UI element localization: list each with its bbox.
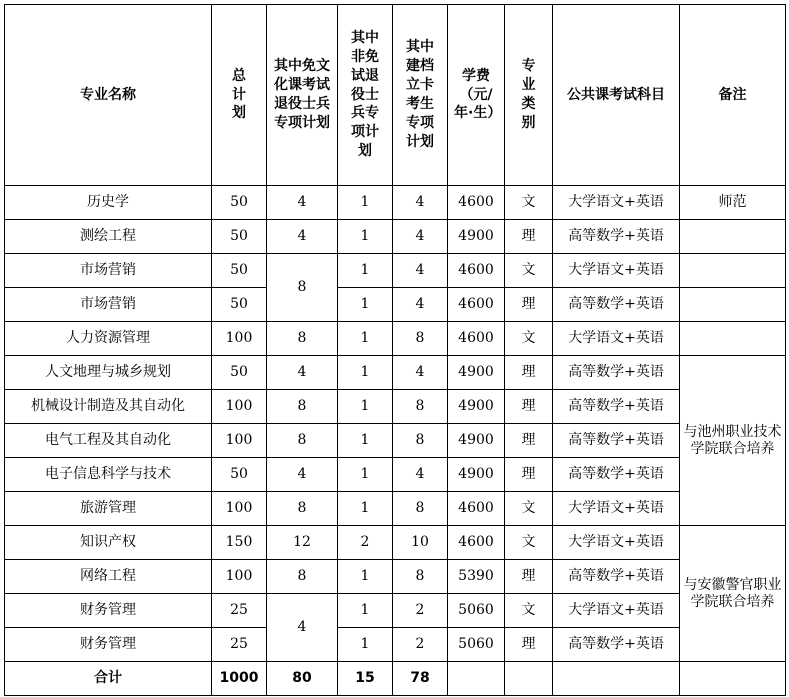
cell-total: 100 <box>212 492 267 526</box>
cell-category: 文 <box>505 594 553 628</box>
table-row <box>5 390 786 424</box>
cell-exempt: 4 <box>267 186 338 220</box>
cell-category: 文 <box>505 492 553 526</box>
cell-poverty: 2 <box>393 594 448 628</box>
cell-subjects: 高等数学+英语 <box>553 288 680 322</box>
cell-exempt: 8 <box>267 560 338 594</box>
cell-exempt: 4 <box>267 220 338 254</box>
cell-major: 网络工程 <box>5 560 212 594</box>
cell-total: 100 <box>212 560 267 594</box>
cell-category: 文 <box>505 322 553 356</box>
cell-poverty: 8 <box>393 560 448 594</box>
cell-category: 理 <box>505 628 553 662</box>
cell-exempt: 4 <box>267 594 338 662</box>
cell-nonexempt: 1 <box>338 594 393 628</box>
cell-major: 电子信息科学与技术 <box>5 458 212 492</box>
cell-category: 文 <box>505 526 553 560</box>
cell-poverty: 4 <box>393 186 448 220</box>
cell-exempt: 8 <box>267 322 338 356</box>
cell-fee: 4600 <box>448 492 505 526</box>
cell-remark-chizhou: 与池州职业技术学院联合培养 <box>680 356 786 526</box>
header-subjects: 公共课考试科目 <box>553 5 680 186</box>
cell-total: 25 <box>212 594 267 628</box>
cell-category: 文 <box>505 186 553 220</box>
cell-major: 人力资源管理 <box>5 322 212 356</box>
header-remark: 备注 <box>680 5 786 186</box>
cell-poverty: 8 <box>393 390 448 424</box>
total-label: 合计 <box>5 662 212 696</box>
cell-poverty: 8 <box>393 424 448 458</box>
table-row <box>5 254 786 288</box>
cell-subjects: 高等数学+英语 <box>553 628 680 662</box>
header-total: 总计划 <box>212 5 267 186</box>
cell-major: 财务管理 <box>5 594 212 628</box>
cell-exempt: 12 <box>267 526 338 560</box>
cell-major: 旅游管理 <box>5 492 212 526</box>
cell-subjects: 高等数学+英语 <box>553 560 680 594</box>
cell-category: 理 <box>505 390 553 424</box>
cell-exempt: 8 <box>267 390 338 424</box>
cell-exempt: 4 <box>267 458 338 492</box>
cell-fee: 4900 <box>448 424 505 458</box>
cell-major: 市场营销 <box>5 288 212 322</box>
table-row <box>5 594 786 628</box>
total-subjects <box>553 662 680 696</box>
total-category <box>505 662 553 696</box>
cell-subjects: 高等数学+英语 <box>553 390 680 424</box>
cell-subjects: 大学语文+英语 <box>553 594 680 628</box>
table-row <box>5 356 786 390</box>
cell-poverty: 10 <box>393 526 448 560</box>
table-row <box>5 186 786 220</box>
cell-remark <box>680 254 786 288</box>
table-row <box>5 220 786 254</box>
cell-remark <box>680 220 786 254</box>
cell-nonexempt: 1 <box>338 220 393 254</box>
total-fee <box>448 662 505 696</box>
cell-nonexempt: 1 <box>338 186 393 220</box>
cell-fee: 4900 <box>448 356 505 390</box>
header-row <box>5 5 786 186</box>
cell-subjects: 高等数学+英语 <box>553 424 680 458</box>
cell-category: 理 <box>505 560 553 594</box>
table-row <box>5 322 786 356</box>
total-exempt: 80 <box>267 662 338 696</box>
cell-nonexempt: 2 <box>338 526 393 560</box>
header-fee: 学费（元/年·生） <box>448 5 505 186</box>
cell-poverty: 4 <box>393 254 448 288</box>
cell-total: 50 <box>212 254 267 288</box>
cell-poverty: 8 <box>393 322 448 356</box>
total-nonexempt: 15 <box>338 662 393 696</box>
cell-total: 150 <box>212 526 267 560</box>
header-category: 专业类别 <box>505 5 553 186</box>
cell-nonexempt: 1 <box>338 424 393 458</box>
cell-total: 50 <box>212 356 267 390</box>
cell-major: 人文地理与城乡规划 <box>5 356 212 390</box>
cell-category: 理 <box>505 220 553 254</box>
cell-category: 文 <box>505 254 553 288</box>
cell-nonexempt: 1 <box>338 492 393 526</box>
cell-nonexempt: 1 <box>338 560 393 594</box>
cell-nonexempt: 1 <box>338 356 393 390</box>
cell-nonexempt: 1 <box>338 458 393 492</box>
cell-exempt: 8 <box>267 424 338 458</box>
cell-major: 知识产权 <box>5 526 212 560</box>
cell-remark <box>680 288 786 322</box>
cell-subjects: 高等数学+英语 <box>553 220 680 254</box>
table-row <box>5 560 786 594</box>
cell-subjects: 大学语文+英语 <box>553 254 680 288</box>
cell-nonexempt: 1 <box>338 288 393 322</box>
cell-major: 历史学 <box>5 186 212 220</box>
cell-category: 理 <box>505 356 553 390</box>
cell-poverty: 4 <box>393 288 448 322</box>
cell-exempt: 8 <box>267 492 338 526</box>
cell-fee: 4900 <box>448 458 505 492</box>
header-exempt-veteran: 其中免文化课考试退役士兵专项计划 <box>267 5 338 186</box>
enrollment-plan-table <box>4 4 786 696</box>
cell-major: 市场营销 <box>5 254 212 288</box>
cell-nonexempt: 1 <box>338 390 393 424</box>
cell-remark: 师范 <box>680 186 786 220</box>
cell-fee: 4600 <box>448 322 505 356</box>
table-row <box>5 526 786 560</box>
cell-poverty: 8 <box>393 492 448 526</box>
cell-subjects: 大学语文+英语 <box>553 526 680 560</box>
cell-total: 50 <box>212 186 267 220</box>
table-row <box>5 424 786 458</box>
cell-subjects: 大学语文+英语 <box>553 186 680 220</box>
cell-exempt: 8 <box>267 254 338 322</box>
cell-subjects: 大学语文+英语 <box>553 322 680 356</box>
cell-fee: 5060 <box>448 594 505 628</box>
cell-total: 50 <box>212 220 267 254</box>
cell-remark-police: 与安徽警官职业学院联合培养 <box>680 526 786 662</box>
cell-major: 测绘工程 <box>5 220 212 254</box>
cell-fee: 4600 <box>448 526 505 560</box>
cell-poverty: 2 <box>393 628 448 662</box>
cell-total: 100 <box>212 322 267 356</box>
cell-nonexempt: 1 <box>338 628 393 662</box>
cell-total: 50 <box>212 458 267 492</box>
cell-total: 25 <box>212 628 267 662</box>
cell-subjects: 大学语文+英语 <box>553 492 680 526</box>
cell-total: 50 <box>212 288 267 322</box>
cell-major: 电气工程及其自动化 <box>5 424 212 458</box>
cell-total: 100 <box>212 390 267 424</box>
cell-fee: 5390 <box>448 560 505 594</box>
cell-fee: 4900 <box>448 390 505 424</box>
cell-fee: 4600 <box>448 254 505 288</box>
cell-major: 机械设计制造及其自动化 <box>5 390 212 424</box>
cell-fee: 4900 <box>448 220 505 254</box>
cell-category: 理 <box>505 288 553 322</box>
header-nonexempt-veteran: 其中非免试退役士兵专项计划 <box>338 5 393 186</box>
table-row <box>5 492 786 526</box>
cell-fee: 4600 <box>448 186 505 220</box>
table-row <box>5 288 786 322</box>
total-total: 1000 <box>212 662 267 696</box>
total-poverty: 78 <box>393 662 448 696</box>
cell-nonexempt: 1 <box>338 254 393 288</box>
cell-exempt: 4 <box>267 356 338 390</box>
cell-subjects: 高等数学+英语 <box>553 356 680 390</box>
header-major: 专业名称 <box>5 5 212 186</box>
table-row <box>5 458 786 492</box>
cell-category: 理 <box>505 458 553 492</box>
table-row <box>5 628 786 662</box>
cell-fee: 5060 <box>448 628 505 662</box>
cell-nonexempt: 1 <box>338 322 393 356</box>
cell-major: 财务管理 <box>5 628 212 662</box>
total-row <box>5 662 786 696</box>
total-remark <box>680 662 786 696</box>
cell-subjects: 高等数学+英语 <box>553 458 680 492</box>
header-poverty: 其中建档立卡考生专项计划 <box>393 5 448 186</box>
cell-total: 100 <box>212 424 267 458</box>
cell-remark <box>680 322 786 356</box>
cell-poverty: 4 <box>393 458 448 492</box>
cell-fee: 4600 <box>448 288 505 322</box>
cell-category: 理 <box>505 424 553 458</box>
cell-poverty: 4 <box>393 356 448 390</box>
cell-poverty: 4 <box>393 220 448 254</box>
